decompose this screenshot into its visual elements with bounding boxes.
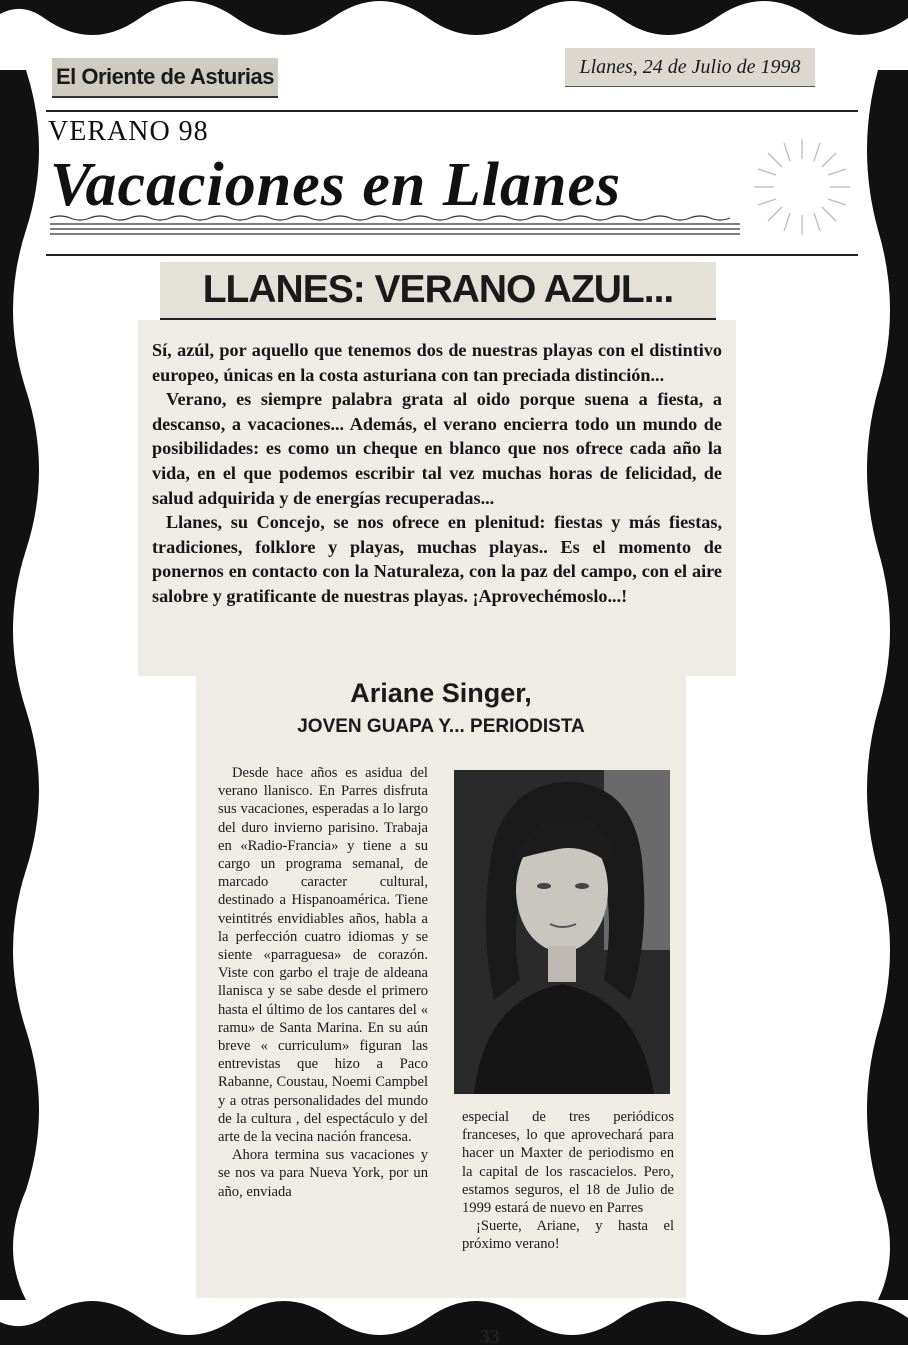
intro-paragraph: Verano, es siempre palabra grata al oido porque suena a fiesta, a descanso, a vacaciones... Además, el verano encierra todo un mundo de posibilidades: es como un cheque en blanco que nos ofrece cada año la vida, en el que podemos escribir tal vez muchas horas de felicidad, de salud adquirida y de energías recuperadas... bbox=[152, 389, 722, 508]
dateline: Llanes, 24 de Julio de 1998 bbox=[565, 48, 815, 87]
section-rule bbox=[46, 254, 858, 256]
headline: LLANES: VERANO AZUL... bbox=[160, 262, 716, 321]
page-number: 33 bbox=[480, 1326, 500, 1348]
section-label: VERANO 98 bbox=[48, 116, 209, 147]
section-title: Vacaciones en Llanes bbox=[50, 151, 622, 219]
top-rule bbox=[46, 110, 858, 112]
article-paragraph: Desde hace años es asidua del verano llanisco. En Parres disfruta sus vacaciones, esperadas a lo largo del duro invierno parisino. Trabaja en «Radio-Francia» y tiene a su cargo un programa semanal, de marcado caracter cultural, destinado a Hispanoamérica. Tiene veintitrés envidiables años, habla a la perfección cuatro idiomas y se siente «parraguesa» de corazón. Viste con garbo el traje de aldeana llanisca y se sabe desde el primero hasta el último de los cantares del « ramu» de Santa Marina. En su aún breve « curriculum» figuran las entrevistas que hizo a Paco Rabanne, Coustau, Noemi Campbel y a otras personalidades del mundo de la cultura , del espectáculo y del arte de la vecina nación francesa. bbox=[218, 765, 428, 1146]
title-underline bbox=[50, 214, 740, 242]
intro-clipping bbox=[138, 320, 736, 676]
article-column-1 bbox=[218, 764, 428, 1201]
portrait-photo bbox=[454, 770, 670, 1094]
sun-burst-icon bbox=[750, 135, 854, 239]
article-title: Ariane Singer, bbox=[350, 678, 532, 708]
article-paragraph: ¡Suerte, Ariane, y hasta el próximo verano! bbox=[462, 1218, 674, 1253]
article-paragraph: especial de tres periódicos franceses, lo que aprovechará para hacer un Maxter de periodismo en la capital de los rascacielos. Pero, estamos seguros, el 18 de Julio de 1999 estará de nuevo en Parres bbox=[462, 1109, 674, 1217]
article-subtitle: JOVEN GUAPA Y... PERIODISTA bbox=[297, 716, 585, 737]
newspaper-masthead: El Oriente de Asturias bbox=[52, 58, 278, 98]
intro-paragraph: Sí, azúl, por aquello que tenemos dos de nuestras playas con el distintivo europeo, únicas en la costa asturiana con tan preciada distinción... bbox=[152, 340, 722, 385]
intro-paragraph: Llanes, su Concejo, se nos ofrece en plenitud: fiestas y más fiestas, tradiciones, folklore y playas, muchas playas.. Es el momento de ponernos en contacto con la Naturaleza, con la paz del campo, con el aire salobre y gratificante de nuestras playas. ¡Aprovechémoslo...! bbox=[152, 512, 722, 606]
article-column-2 bbox=[462, 1108, 674, 1254]
article-paragraph: Ahora termina sus vacaciones y se nos va para Nueva York, por un año, enviada bbox=[218, 1147, 428, 1200]
article-clipping bbox=[196, 676, 686, 1298]
